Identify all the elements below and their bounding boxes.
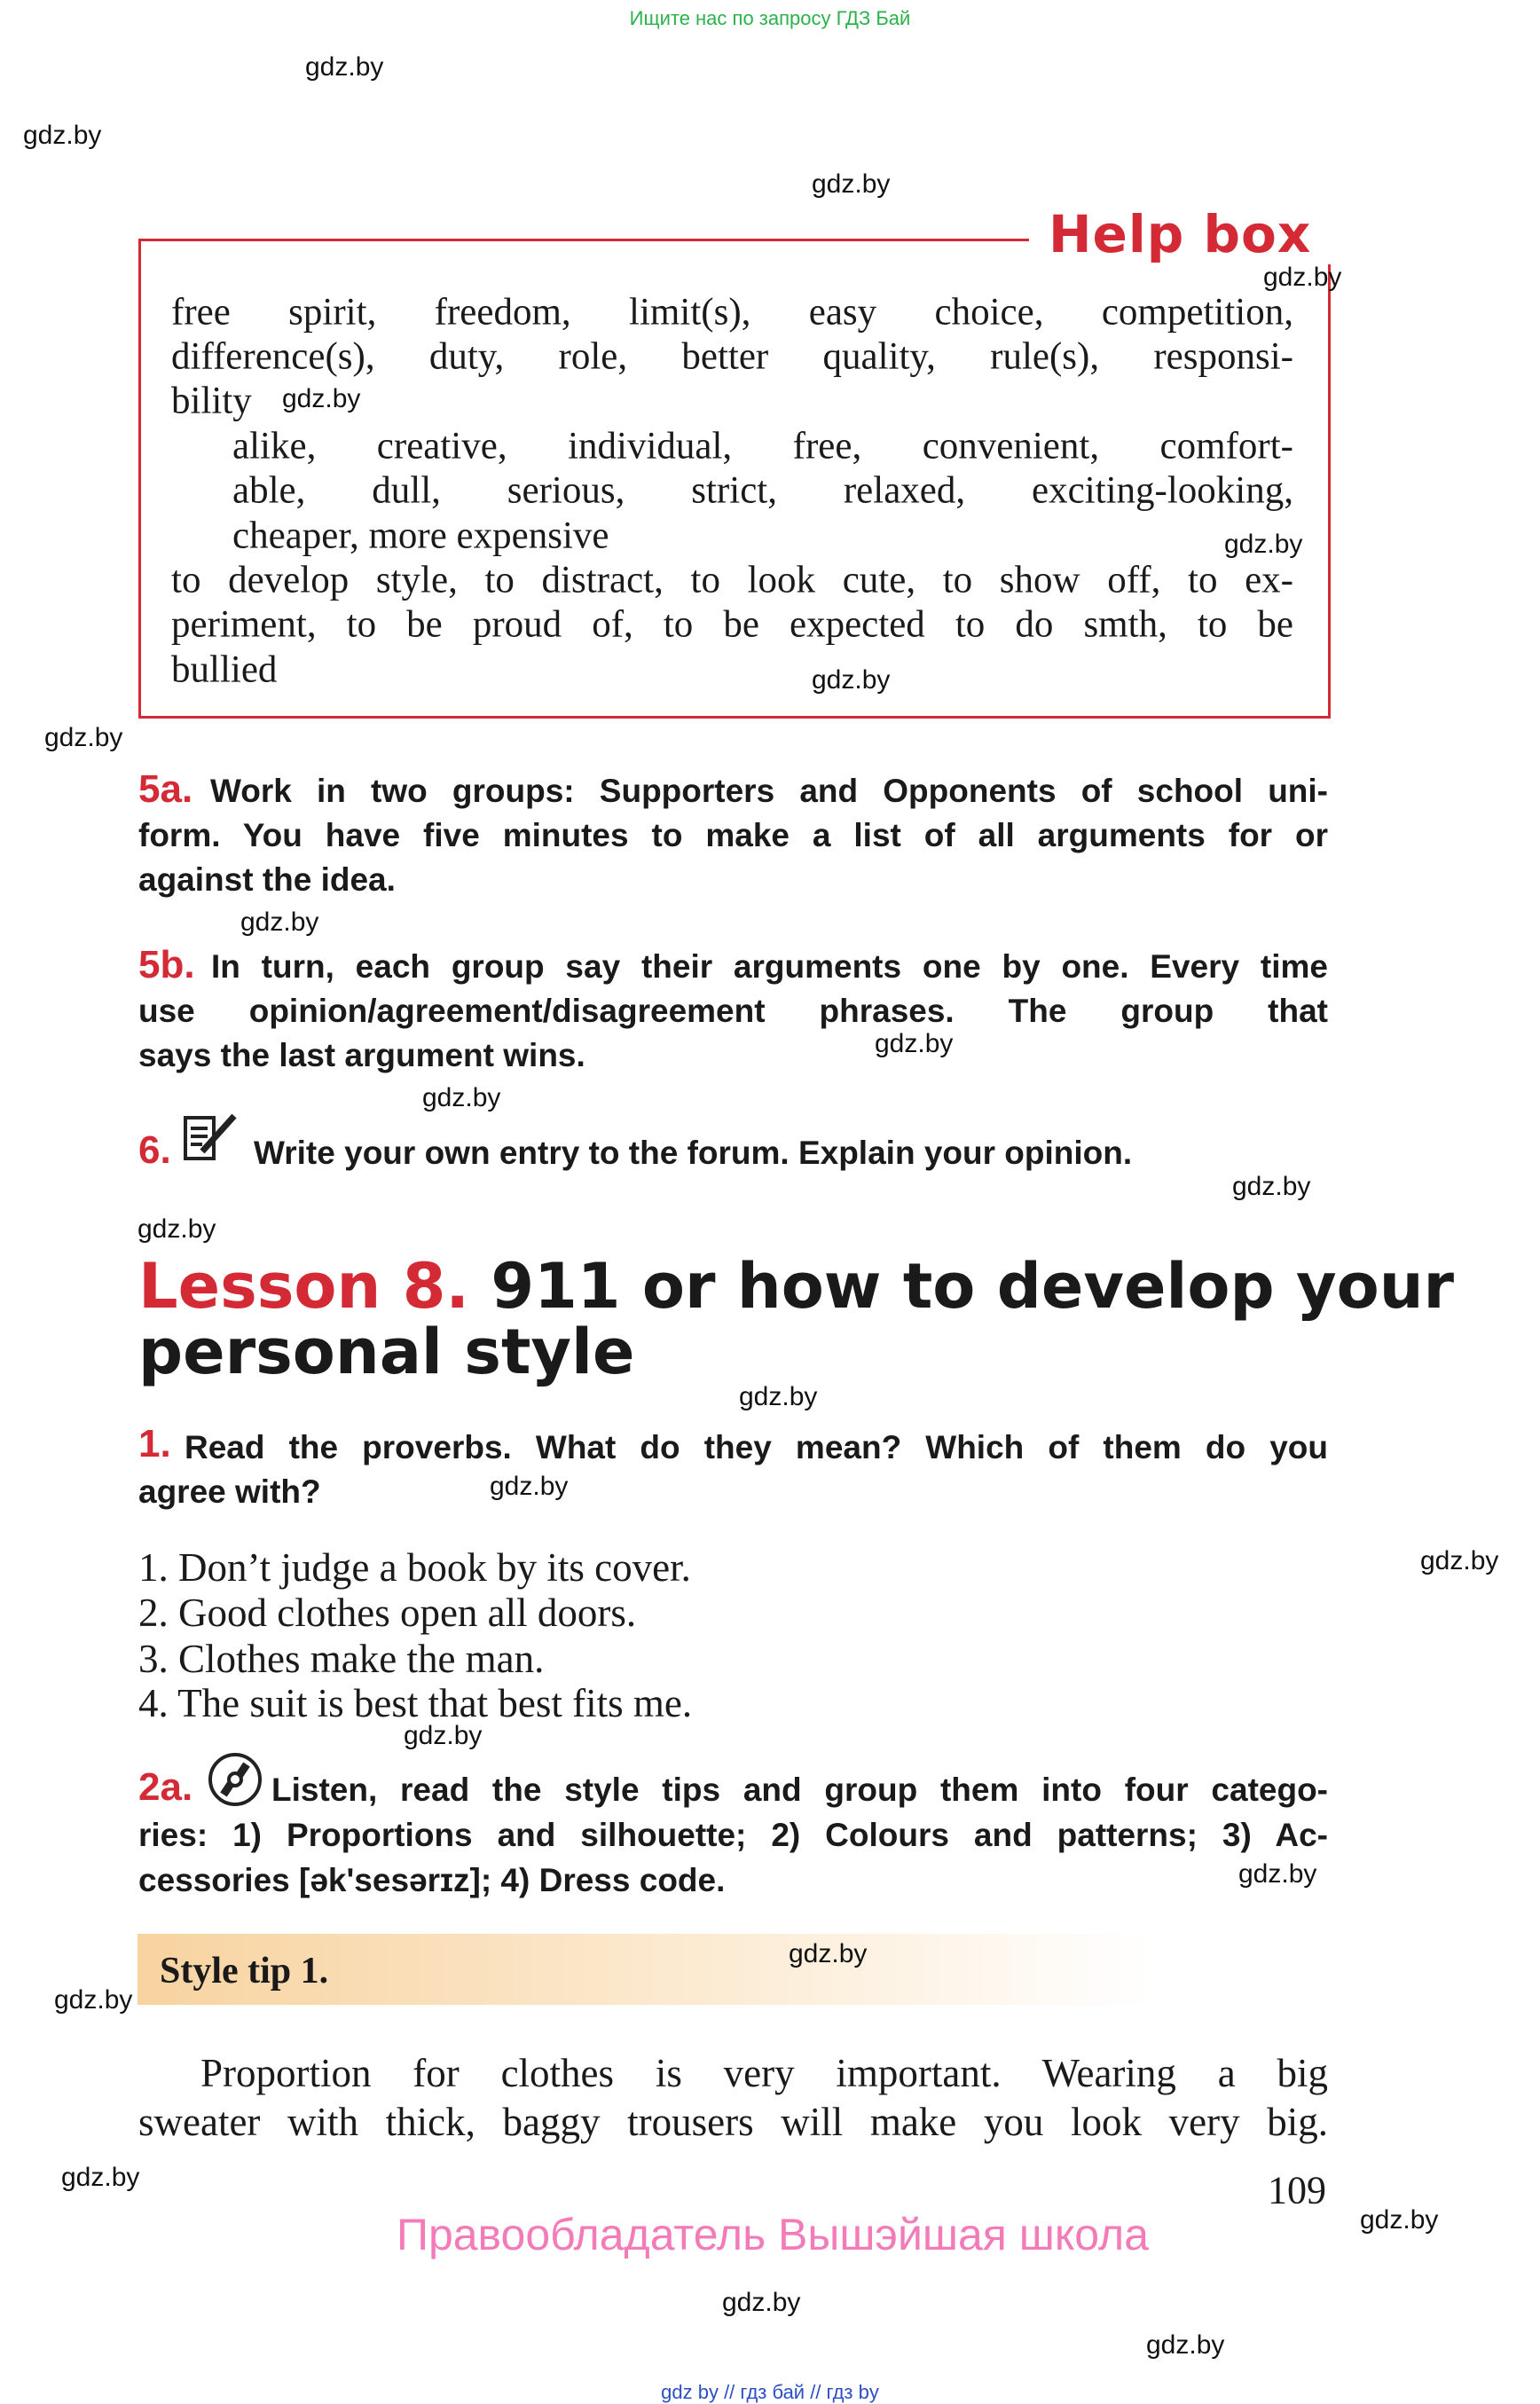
task-1-line: Read the proverbs. What do they mean? Which of them do you	[185, 1429, 1328, 1465]
lesson-label: Lesson 8.	[138, 1250, 470, 1323]
write-icon	[183, 1112, 243, 1164]
page-number: 109	[1268, 2168, 1326, 2212]
help-box-line: to develop style, to distract, to look cute, to show off, to ex-	[171, 559, 1293, 601]
watermark: gdz.by	[422, 1083, 501, 1112]
watermark: gdz.by	[1420, 1546, 1499, 1575]
task-5b-number: 5b.	[138, 943, 195, 986]
task-2a-line: cessories [ək'sesərɪz]; 4) Dress code.	[138, 1862, 726, 1898]
lesson-title	[138, 1250, 1454, 1323]
task-1-line: agree with?	[138, 1473, 321, 1510]
task-6-number: 6.	[138, 1128, 171, 1172]
watermark: gdz.by	[61, 2163, 140, 2192]
help-box-line: difference(s), duty, role, better quality, rule(s), responsi-	[171, 335, 1293, 378]
lesson-title-line2: personal style	[138, 1316, 635, 1388]
watermark: gdz.by	[282, 384, 361, 413]
task-5b-line: In turn, each group say their arguments one by one. Every time	[211, 948, 1328, 985]
proverb-item: 3. Clothes make the man.	[138, 1637, 545, 1681]
rights-holder: Правообладатель Вышэйшая школа	[397, 2210, 1149, 2259]
task-5b-line: says the last argument wins.	[138, 1037, 585, 1073]
search-hint-link[interactable]: Ищите нас по запросу ГДЗ Бай	[629, 7, 911, 29]
task-5a-line: form. You have five minutes to make a list of all arguments for or	[138, 817, 1328, 853]
proverb-item: 2. Good clothes open all doors.	[138, 1591, 637, 1635]
lesson-title-line1: 911 or how to develop your	[491, 1250, 1455, 1323]
style-tip-text: Proportion for clothes is very important. Wearing a big	[200, 2051, 1328, 2095]
footer-links[interactable]: gdz by // гдз бай // гдз by	[661, 2381, 879, 2403]
help-box-line: cheaper, more expensive	[232, 515, 609, 557]
task-2a-number: 2a.	[138, 1765, 193, 1809]
task-6-text: Write your own entry to the forum. Explain your opinion.	[254, 1135, 1133, 1171]
task-5a-line: Work in two groups: Supporters and Opponents of school uni-	[210, 773, 1328, 809]
watermark: gdz.by	[812, 169, 891, 199]
task-2a-line: ries: 1) Proportions and silhouette; 2) Colours and patterns; 3) Ac-	[138, 1817, 1328, 1853]
watermark: gdz.by	[1146, 2330, 1225, 2360]
watermark: gdz.by	[54, 1985, 133, 2015]
watermark: gdz.by	[875, 1029, 954, 1058]
task-5a-line: against the idea.	[138, 861, 396, 898]
watermark: gdz.by	[1238, 1859, 1317, 1889]
proverb-item: 4. The suit is best that best fits me.	[138, 1681, 693, 1725]
task-2a-line: Listen, read the style tips and group them into four catego-	[271, 1772, 1328, 1808]
task-1-number: 1.	[138, 1422, 171, 1465]
help-box-line: bility	[171, 380, 252, 422]
watermark: gdz.by	[305, 52, 384, 82]
task-5a-number: 5a.	[138, 767, 193, 811]
watermark: gdz.by	[722, 2288, 801, 2317]
watermark: gdz.by	[789, 1939, 868, 1968]
audio-disc-icon[interactable]	[208, 1752, 263, 1807]
watermark: gdz.by	[490, 1472, 569, 1501]
help-box-line: alike, creative, individual, free, convenient, comfort-	[232, 425, 1293, 467]
help-box-line: free spirit, freedom, limit(s), easy choice, competition,	[171, 291, 1293, 334]
watermark: gdz.by	[1360, 2205, 1439, 2235]
help-box-line: periment, to be proud of, to be expected to do smth, to be	[171, 603, 1293, 646]
watermark: gdz.by	[1263, 263, 1342, 292]
help-box-title: Help box	[1029, 204, 1331, 264]
style-tip-text: sweater with thick, baggy trousers will make you look very big.	[138, 2100, 1328, 2144]
watermark: gdz.by	[44, 723, 123, 752]
watermark: gdz.by	[23, 121, 102, 150]
help-box-line: bullied	[171, 648, 278, 691]
watermark: gdz.by	[812, 665, 891, 695]
watermark: gdz.by	[1224, 530, 1303, 559]
proverb-item: 1. Don’t judge a book by its cover.	[138, 1545, 691, 1590]
watermark: gdz.by	[404, 1721, 483, 1750]
watermark: gdz.by	[739, 1382, 818, 1411]
style-tip-title: Style tip 1.	[160, 1951, 329, 1992]
help-box-line: able, dull, serious, strict, relaxed, exciting-looking,	[232, 469, 1293, 512]
watermark: gdz.by	[1232, 1172, 1311, 1201]
watermark: gdz.by	[240, 907, 319, 937]
watermark: gdz.by	[138, 1214, 216, 1244]
task-5b-line: use opinion/agreement/disagreement phrases. The group that	[138, 993, 1328, 1029]
